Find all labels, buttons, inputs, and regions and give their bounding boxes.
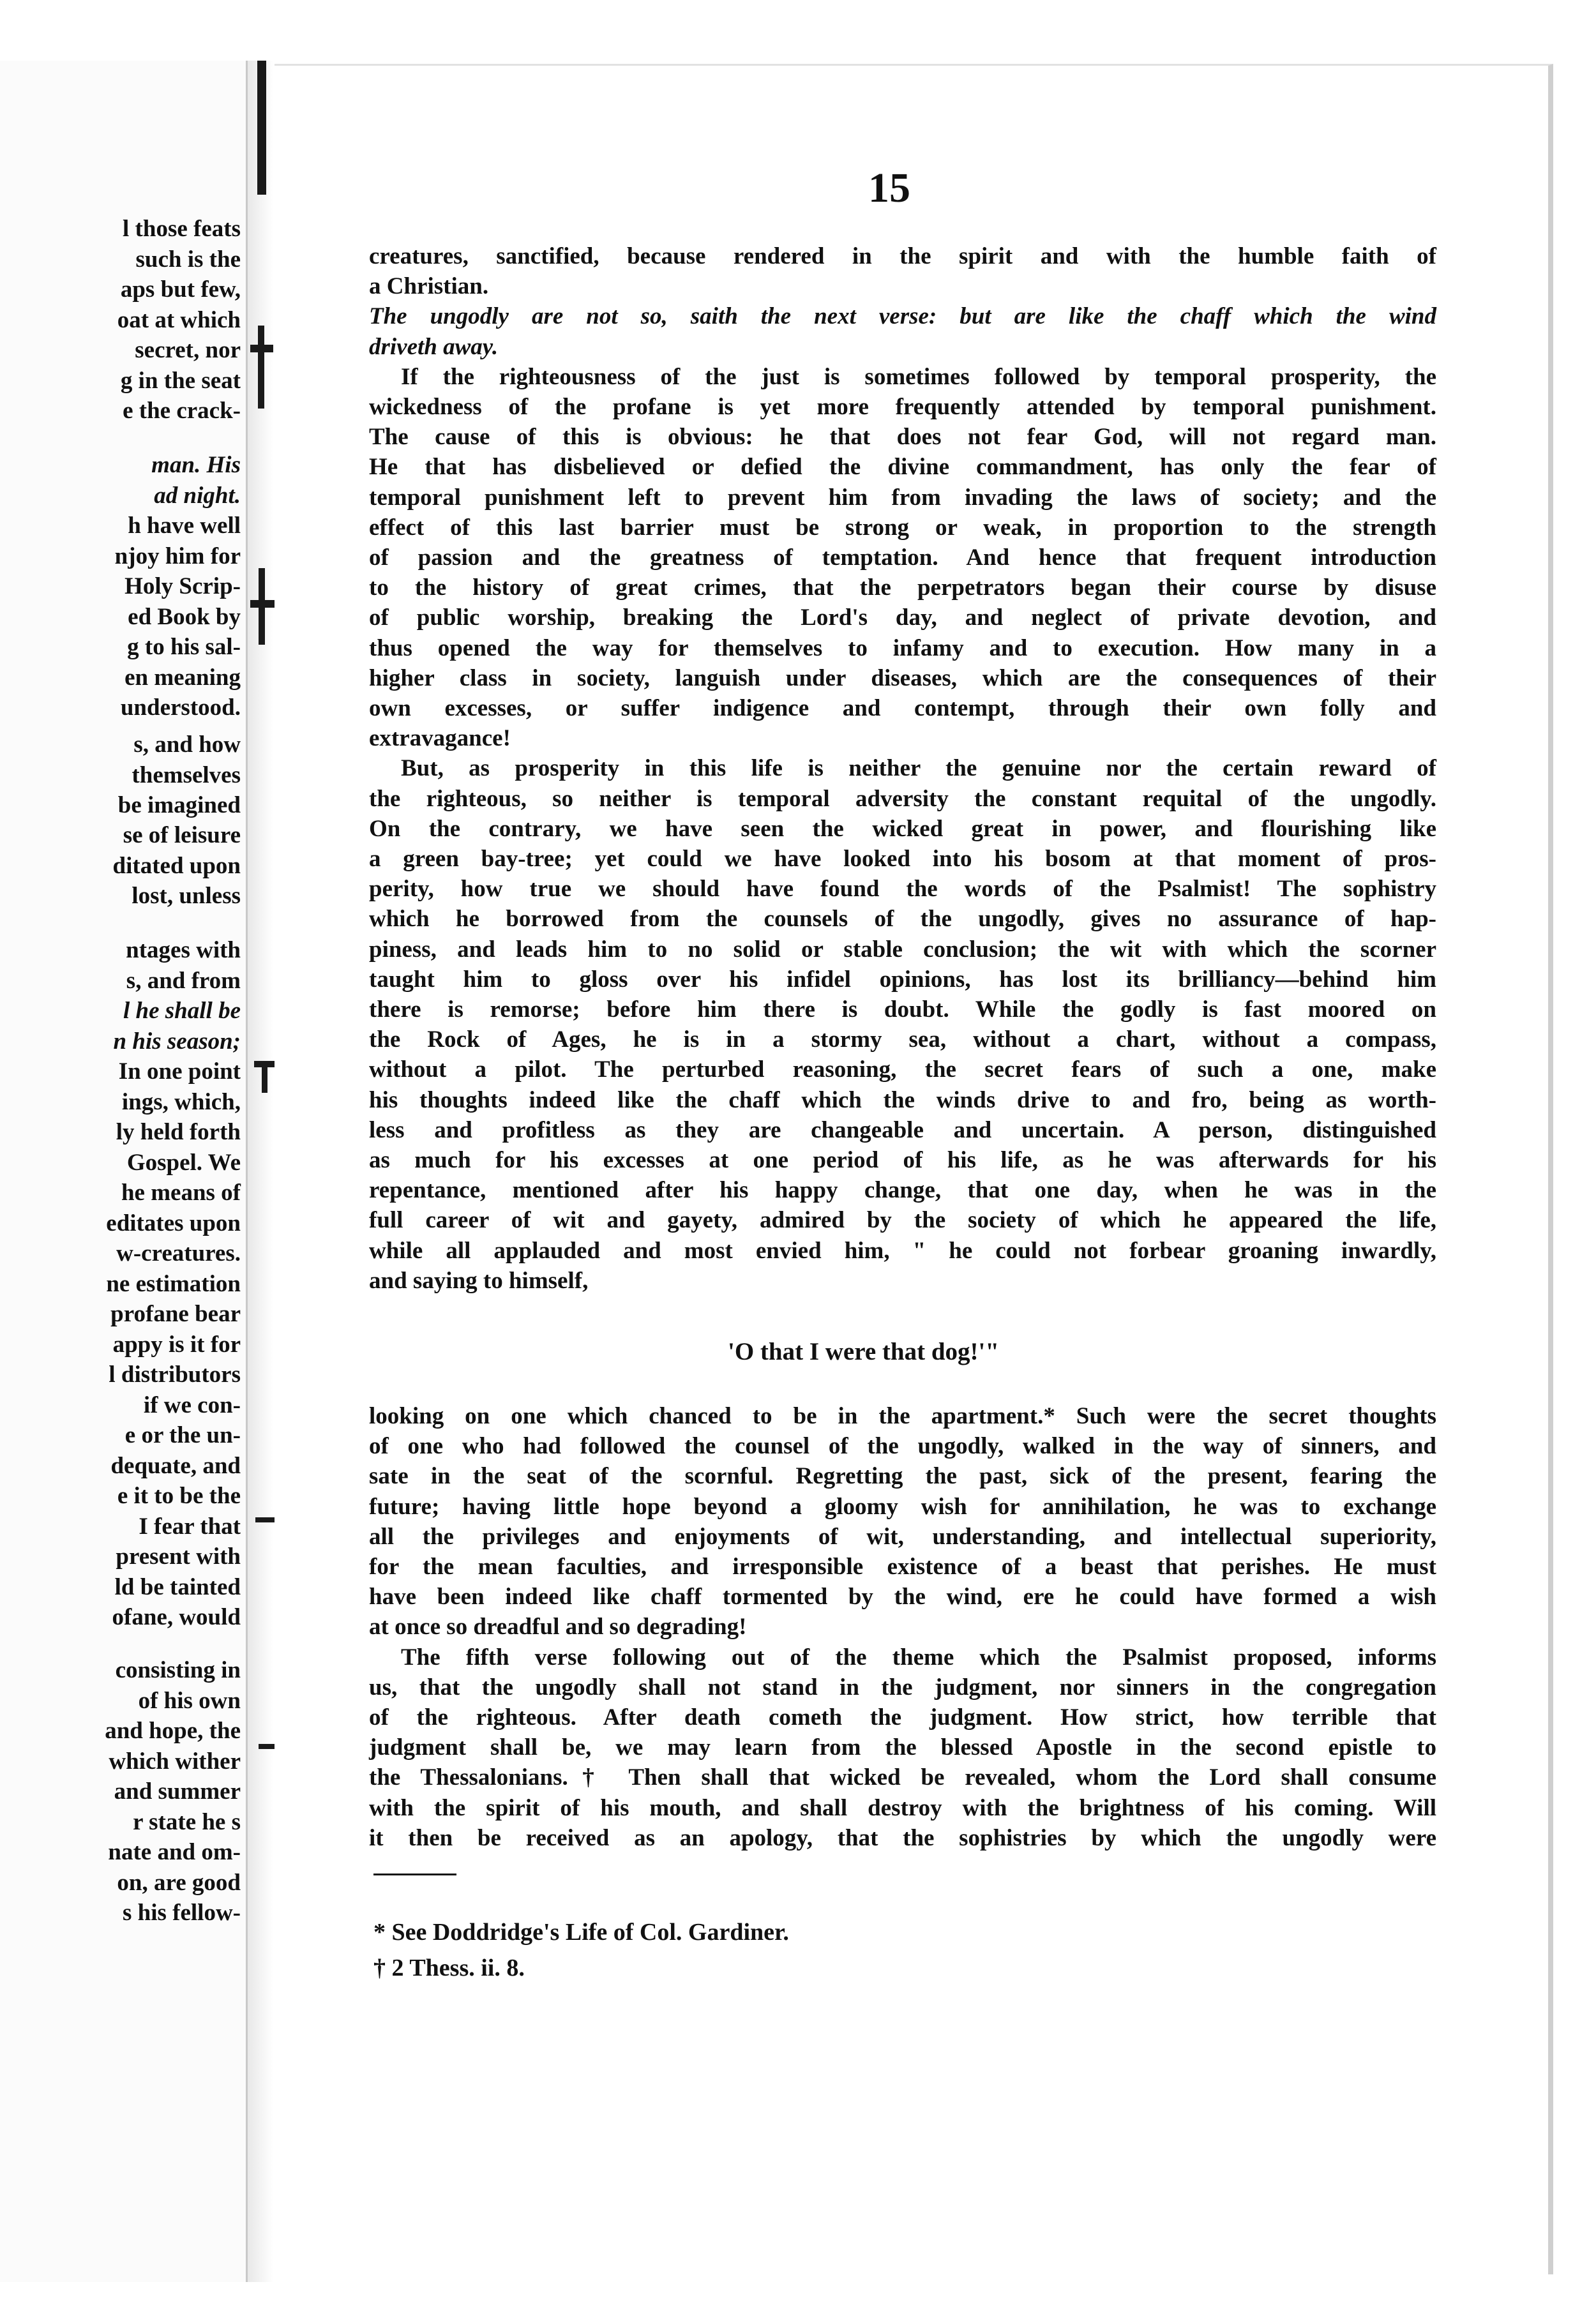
left-page-fragment: Holy Scrip- [124,573,241,599]
left-page-fragment: e it to be the [117,1483,241,1509]
left-page-fragment: ly held forth [116,1119,241,1145]
left-page-fragment: e or the un- [124,1422,241,1448]
text-line: The fifth verse following out of the theme which the Psalmist proposed, informs [401,1644,1436,1671]
left-page-fragment: l distributors [109,1362,241,1388]
text-line: piness, and leads him to no solid or stable conclusion; the wit with which the scorner [369,936,1436,963]
text-line: while all applauded and most envied him, " he could not forbear groaning inwardly, [369,1238,1436,1264]
text-line: us, that the ungodly shall not stand in the judgment, nor sinners in the congregation [369,1674,1436,1701]
left-page-fragment: ld be tainted [114,1574,241,1600]
left-page-fragment: profane bear [110,1301,241,1327]
text-line: But, as prosperity in this life is neither the genuine nor the certain reward of [401,755,1436,781]
left-page-fragment: njoy him for [114,543,241,569]
left-page-fragment: r state he s [133,1809,241,1835]
text-line: taught him to gloss over his infidel opinions, has lost its brilliancy—behind him [369,966,1436,993]
left-page-fragment: e the crack- [123,398,241,424]
text-line: judgment shall be, we may learn from the blessed Apostle in the second epistle to [369,1734,1436,1761]
left-page-fragment: such is the [135,246,241,273]
text-line: the Rock of Ages, he is in a stormy sea, without a chart, without a compass, [369,1026,1436,1053]
text-line: which he borrowed from the counsels of the ungodly, gives no assurance of hap- [369,906,1436,932]
text-line: for the mean faculties, and irresponsible existence of a beast that perishes. He must [369,1554,1436,1580]
text-line: higher class in society, languish under diseases, which are the consequences of their [369,665,1436,691]
left-page-fragment: he means of [121,1180,241,1206]
left-page-fragment: ne estimation [106,1271,241,1297]
left-page-fragment: ed Book by [128,604,241,630]
left-page-fragment: s, and how [133,732,241,758]
text-line: of passion and the greatness of temptation. And hence that frequent introduction [369,544,1436,571]
text-line: with the spirit of his mouth, and shall destroy with the brightness of his coming. Will [369,1795,1436,1821]
footnote-divider [373,1874,456,1875]
left-page-fragment: dequate, and [110,1453,241,1479]
footnote: * See Doddridge's Life of Col. Gardiner. [373,1919,789,1946]
ink-mark [257,61,266,195]
left-page-fragment: secret, nor [135,337,241,363]
text-line: of one who had followed the counsel of the ungodly, walked in the way of sinners, and [369,1433,1436,1459]
left-page-fragment: ntages with [126,937,241,963]
left-page-fragment: en meaning [124,665,241,691]
text-line: perity, how true we should have found the words of the Psalmist! The sophistry [369,876,1436,902]
left-page-fragment: and hope, the [105,1718,241,1744]
text-line: his thoughts indeed like the chaff which the winds drive to and fro, being as worth- [369,1087,1436,1113]
text-line: thus opened the way for themselves to infamy and to execution. How many in a [369,635,1436,661]
left-page-fragment: ings, which, [121,1089,241,1115]
left-page-fragment: g in the seat [120,368,241,394]
text-line: without a pilot. The perturbed reasoning, the secret fears of such a one, make [369,1056,1436,1083]
left-page-fragment: I fear that [139,1513,241,1540]
text-line: The cause of this is obvious: he that does not fear God, will not regard man. [369,424,1436,450]
facing-page-left [0,61,248,2282]
left-page-fragment: editates upon [106,1210,241,1236]
ink-mark [259,1744,275,1749]
text-line: temporal punishment left to prevent him from invading the laws of society; and the [369,484,1436,511]
left-page-fragment: n his season; [113,1028,241,1055]
ink-mark [262,1061,267,1093]
text-line: there is remorse; before him there is doubt. While the godly is fast moored on [369,996,1436,1023]
text-line: creatures, sanctified, because rendered in the spirit and with the humble faith of [369,243,1436,269]
left-page-fragment: nate and om- [108,1839,241,1865]
left-page-fragment: oat at which [117,307,241,333]
text-line: it then be received as an apology, that the sophistries by which the ungodly were [369,1825,1436,1851]
ink-mark [255,1517,276,1522]
ink-mark [259,568,265,645]
left-page-fragment: and summer [114,1778,241,1805]
text-line: of the righteous. After death cometh the judgment. How strict, how terrible that [369,1704,1436,1731]
left-page-fragment: lost, unless [132,883,241,909]
text-line: the righteous, so neither is temporal adversity the constant requital of the ungodly. [369,786,1436,812]
left-page-fragment: In one point [118,1058,241,1085]
text-line: a Christian. [369,273,489,299]
text-line: effect of this last barrier must be strong or weak, in proportion to the strength [369,514,1436,541]
ink-mark [258,326,264,409]
text-line: the Thessalonians.† Then shall that wicked be revealed, whom the Lord shall consume [369,1764,1436,1791]
left-page-fragment: consisting in [115,1657,241,1683]
left-page-fragment: present with [116,1543,241,1570]
left-page-fragment: Gospel. We [126,1150,241,1176]
text-line: sate in the seat of the scornful. Regretting the past, sick of the present, fearing the [369,1463,1436,1489]
text-line: have been indeed like chaff tormented by the wind, ere he could have formed a wish [369,1584,1436,1610]
text-line: of public worship, breaking the Lord's day, and neglect of private devotion, and [369,605,1436,631]
left-page-fragment: on, are good [117,1870,241,1896]
text-line: extravagance! [369,725,511,751]
left-page-fragment: man. His [151,452,241,478]
left-page-fragment: w-creatures. [116,1240,241,1266]
quoted-line: 'O that I were that dog!'" [728,1338,999,1365]
text-line: The ungodly are not so, saith the next verse: but are like the chaff which the wind [369,303,1436,329]
text-line: future; having little hope beyond a gloomy wish for annihilation, he was to exchange [369,1494,1436,1520]
text-line: repentance, mentioned after his happy change, that one day, when he was in the [369,1177,1436,1203]
left-page-fragment: of his own [138,1688,241,1714]
left-page-fragment: ad night. [154,483,241,509]
left-page-fragment: themselves [132,762,241,788]
left-page-fragment: h have well [128,513,241,539]
left-page-fragment: l those feats [123,216,241,242]
left-page-fragment: se of leisure [123,822,241,848]
left-page-fragment: ditated upon [112,853,241,879]
left-page-fragment: s his fellow- [123,1900,241,1926]
page-number: 15 [868,165,910,211]
left-page-fragment: if we con- [143,1392,241,1418]
left-page-fragment: aps but few, [120,276,241,303]
text-line: He that has disbelieved or defied the divine commandment, has only the fear of [369,454,1436,480]
text-line: at once so dreadful and so degrading! [369,1614,747,1640]
footnote: † 2 Thess. ii. 8. [373,1955,525,1981]
left-page-fragment: which wither [109,1748,241,1775]
left-page-fragment: understood. [120,695,241,721]
text-line: On the contrary, we have seen the wicked great in power, and flourishing like [369,816,1436,842]
text-line: as much for his excesses at one period of his life, as he was afterwards for his [369,1147,1436,1173]
text-line: If the righteousness of the just is sometimes followed by temporal prosperity, the [401,364,1436,390]
left-page-fragment: l he shall be [123,998,241,1024]
text-line: wickedness of the profane is yet more frequently attended by temporal punishment. [369,394,1436,420]
text-line: and saying to himself, [369,1268,589,1294]
text-line: full career of wit and gayety, admired by the society of which he appeared the life, [369,1207,1436,1233]
left-page-fragment: appy is it for [112,1332,241,1358]
left-page-fragment: be imagined [117,792,241,818]
text-line: less and profitless as they are changeable and uncertain. A person, distinguished [369,1117,1436,1143]
left-page-fragment: s, and from [126,968,241,994]
text-line: a green bay-tree; yet could we have looked into his bosom at that moment of pros- [369,846,1436,872]
left-page-fragment: ofane, would [112,1604,241,1630]
text-line: looking on one which chanced to be in the apartment.* Such were the secret thoughts [369,1403,1436,1429]
text-line: own excesses, or suffer indigence and contempt, through their own folly and [369,695,1436,721]
text-line: driveth away. [369,334,499,360]
left-page-fragment: g to his sal- [127,634,241,660]
text-line: all the privileges and enjoyments of wit, understanding, and intellectual superiority, [369,1524,1436,1550]
text-line: to the history of great crimes, that the perpetrators began their course by disuse [369,574,1436,601]
